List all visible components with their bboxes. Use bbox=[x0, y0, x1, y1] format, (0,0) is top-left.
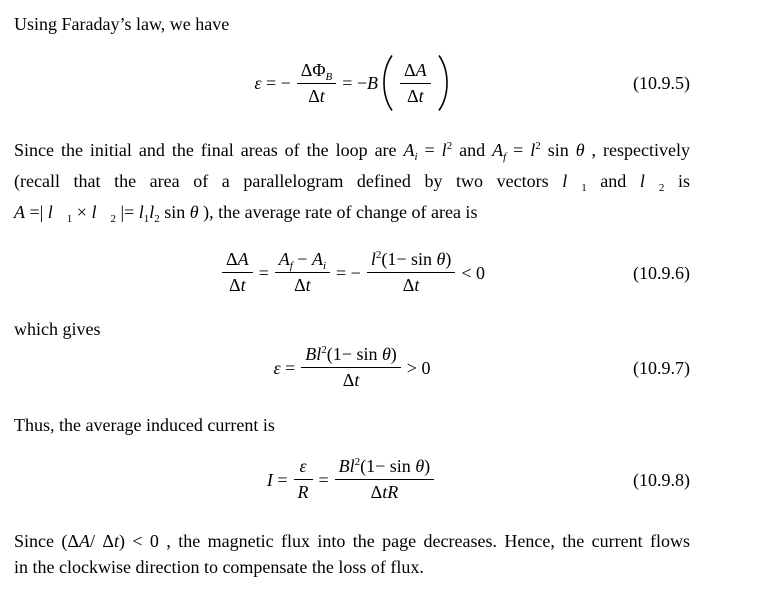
fraction-emf bbox=[301, 344, 401, 391]
equation-number: (10.9.8) bbox=[633, 469, 690, 490]
fraction-flux bbox=[297, 60, 336, 107]
math-run-equals-minus: = − bbox=[336, 262, 361, 283]
equation-10-9-7 bbox=[14, 344, 690, 391]
fraction-area bbox=[400, 60, 431, 107]
fraction-result bbox=[367, 249, 456, 296]
paragraph-line: Since (ΔA/ Δt) < 0 , the magnetic flux into the page decreases. Hence, the current flows bbox=[14, 531, 691, 551]
page-content bbox=[14, 0, 690, 580]
equation-10-9-6 bbox=[14, 249, 690, 296]
paragraph-which-gives: which gives bbox=[14, 319, 101, 339]
fraction-denominator: Δt bbox=[301, 367, 401, 391]
fraction-numerator: $A_f - A_i$ bbox=[278, 249, 327, 272]
fraction-result bbox=[335, 456, 435, 503]
paragraph-intro: Using Faraday’s law, we have bbox=[14, 14, 230, 34]
fraction-denominator: R bbox=[294, 479, 313, 503]
equation-number: (10.9.5) bbox=[633, 73, 690, 93]
equation-body bbox=[267, 456, 437, 503]
math-run-inequality: < 0 bbox=[461, 262, 485, 283]
equation-number: (10.9.7) bbox=[633, 357, 690, 378]
math-run-inequality: > 0 bbox=[406, 357, 431, 378]
fraction-area-difference bbox=[275, 249, 330, 296]
big-open-paren-icon bbox=[381, 54, 394, 112]
paragraph-conclusion bbox=[14, 528, 690, 580]
math-run-equals: = bbox=[258, 262, 269, 283]
paragraph-line: (recall that the area of a parallelogram defined by two vectors $l⃗_1$ and $l⃗_2$ is bbox=[14, 171, 690, 194]
math-run-equals: = bbox=[318, 469, 329, 490]
fraction-denominator: Δt bbox=[222, 272, 253, 296]
fraction-area-rate bbox=[222, 249, 253, 296]
big-close-paren-icon bbox=[437, 54, 450, 112]
math-run-mid: = −B bbox=[342, 73, 379, 93]
equation-number: (10.9.6) bbox=[633, 262, 690, 283]
paragraph-areas bbox=[14, 135, 690, 228]
fraction-denominator: Δt bbox=[275, 272, 330, 296]
equation-body bbox=[219, 249, 485, 296]
fraction-numerator: $Bl^2(1- \sin \theta)$ bbox=[338, 456, 431, 476]
fraction-numerator: $Bl^2(1- \sin \theta)$ bbox=[305, 344, 397, 364]
fraction-denominator: Δt bbox=[297, 83, 336, 107]
math-run-lead: I = bbox=[266, 469, 288, 490]
fraction-numerator: $l^2(1- \sin \theta)$ bbox=[370, 249, 452, 269]
equation-10-9-8 bbox=[14, 456, 690, 503]
fraction-emf-over-r bbox=[294, 456, 313, 503]
fraction-numerator: ε bbox=[299, 456, 307, 476]
fraction-numerator: ΔA bbox=[226, 249, 249, 269]
equation-body bbox=[254, 54, 449, 112]
paragraph-line: A =| $l⃗_1$ × $l⃗_2$ |= $l_1l_2$ sin θ ), the average rate of change of area is bbox=[14, 202, 478, 225]
paragraph-line: in the clockwise direction to compensate the loss of flux. bbox=[14, 557, 424, 577]
paragraph-line: Since the initial and the final areas of the loop are $A_i = l^2$ and $A_f = l^2$ sin θ , respectively bbox=[14, 140, 690, 163]
equation-10-9-5 bbox=[14, 54, 690, 112]
math-run-lead: ε = − bbox=[254, 73, 291, 93]
paragraph-thus: Thus, the average induced current is bbox=[14, 415, 275, 435]
fraction-denominator: Δt bbox=[400, 83, 431, 107]
fraction-numerator: ΔA bbox=[404, 59, 427, 80]
fraction-numerator: $\Delta\Phi_B$ bbox=[300, 59, 333, 83]
equation-body bbox=[274, 344, 431, 391]
fraction-denominator: ΔtR bbox=[335, 479, 435, 503]
fraction-denominator: Δt bbox=[367, 272, 456, 296]
math-run-lead: ε = bbox=[273, 357, 296, 378]
